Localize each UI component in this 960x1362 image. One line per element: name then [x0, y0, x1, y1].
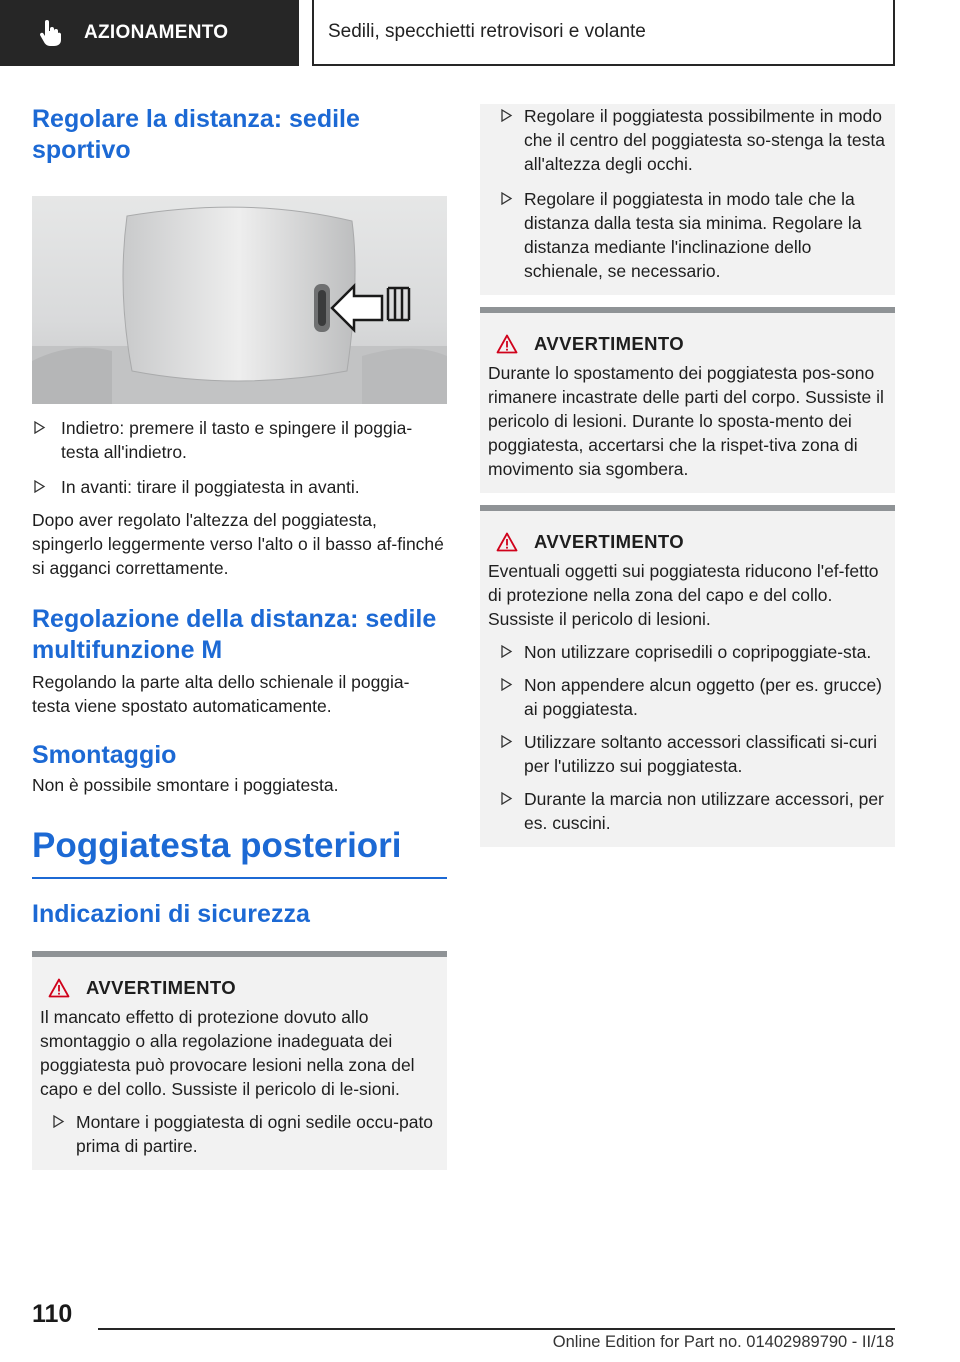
warning-text: Durante lo spostamento dei poggiatesta pos-sono rimanere incastrate delle parti del corpo. Sussiste il pericolo di lesioni. Durante lo sposta-mento dei poggiatesta, accertarsi che la rispet-tiva zona di movimento sia sgombera. [488, 363, 884, 479]
hand-pointer-icon [38, 20, 62, 46]
footer-rule [98, 1328, 895, 1330]
edition-note: Online Edition for Part no. 01402989790 - II/18 [552, 1333, 894, 1351]
list-item: Utilizzare soltanto accessori classificati si-curi per l'utilizzo sui poggiatesta. [488, 730, 887, 778]
list-item: In avanti: tirare il poggiatesta in avanti. [32, 475, 447, 499]
right-column [480, 104, 895, 847]
heading-rear-headrests: Poggiatesta posteriori [32, 826, 402, 865]
heading-multifunction-seat: Regolazione della distanza: sedile multifunzione M [32, 605, 437, 664]
section-tab [0, 0, 299, 66]
warning-title: AVVERTIMENTO [86, 977, 237, 998]
heading-sport-seat: Regolare la distanza: sedile sportivo [32, 105, 360, 164]
triangle-bullet-icon [33, 421, 46, 434]
list-item: Non appendere alcun oggetto (per es. grucce) ai poggiatesta. [488, 673, 887, 721]
triangle-bullet-icon [500, 192, 513, 205]
heading-safety-notes: Indicazioni di sicurezza [32, 900, 310, 928]
paragraph-removal: Non è possibile smontare i poggiatesta. [32, 775, 339, 795]
paragraph-after-adjust: Dopo aver regolato l'altezza del poggiatesta, spingerlo leggermente verso l'alto o il basso af-finché si agganci correttamente. [32, 510, 444, 578]
list-item: Indietro: premere il tasto e spingere il poggia-testa all'indietro. [32, 416, 447, 464]
warning-triangle-icon [496, 532, 518, 552]
heading-underline [32, 877, 447, 879]
warning-box [480, 505, 895, 847]
left-column [32, 104, 447, 1170]
heading-removal: Smontaggio [32, 741, 177, 769]
list-item: Regolare il poggiatesta in modo tale che la distanza dalla testa sia minima. Regolare la distanza mediante l'inclinazione dello schienale, se necessario. [488, 187, 887, 283]
warning-text: Il mancato effetto di protezione dovuto allo smontaggio o alla regolazione inadeguata dei poggiatesta può provocare lesioni nella zona del capo e del collo. Sussiste il pericolo di le-sioni. [40, 1007, 415, 1099]
headrest-photo [32, 196, 447, 404]
chapter-title: Sedili, specchietti retrovisori e volante [328, 21, 646, 42]
triangle-bullet-icon [500, 645, 513, 658]
sport-seat-steps [32, 416, 447, 499]
list-item: Durante la marcia non utilizzare accessori, per es. cuscini. [488, 787, 887, 835]
triangle-bullet-icon [52, 1115, 65, 1128]
triangle-bullet-icon [500, 109, 513, 122]
warning-text: Eventuali oggetti sui poggiatesta riducono l'ef-fetto di protezione nella zona del capo e del collo. Sussiste il pericolo di lesioni. [488, 561, 879, 629]
warning-title: AVVERTIMENTO [534, 333, 685, 354]
warning-triangle-icon [48, 978, 70, 998]
warning-box [480, 307, 895, 493]
paragraph-multifunction: Regolando la parte alta dello schienale il poggia-testa viene spostato automaticamente. [32, 672, 410, 716]
triangle-bullet-icon [500, 678, 513, 691]
warning-title: AVVERTIMENTO [534, 531, 685, 552]
triangle-bullet-icon [500, 735, 513, 748]
positioning-box [480, 104, 895, 295]
chapter-tab [312, 0, 895, 66]
triangle-bullet-icon [33, 480, 46, 493]
list-item: Montare i poggiatesta di ogni sedile occu-pato prima di partire. [40, 1110, 439, 1158]
headrest-illustration [32, 196, 447, 404]
triangle-bullet-icon [500, 792, 513, 805]
section-title: AZIONAMENTO [84, 22, 229, 43]
list-item: Non utilizzare coprisedili o copripoggiate-sta. [488, 640, 887, 664]
warning-box [32, 951, 447, 1170]
page-number: 110 [32, 1300, 73, 1328]
list-item: Regolare il poggiatesta possibilmente in modo che il centro del poggiatesta so-stenga la testa all'altezza degli occhi. [488, 104, 887, 176]
warning-triangle-icon [496, 334, 518, 354]
